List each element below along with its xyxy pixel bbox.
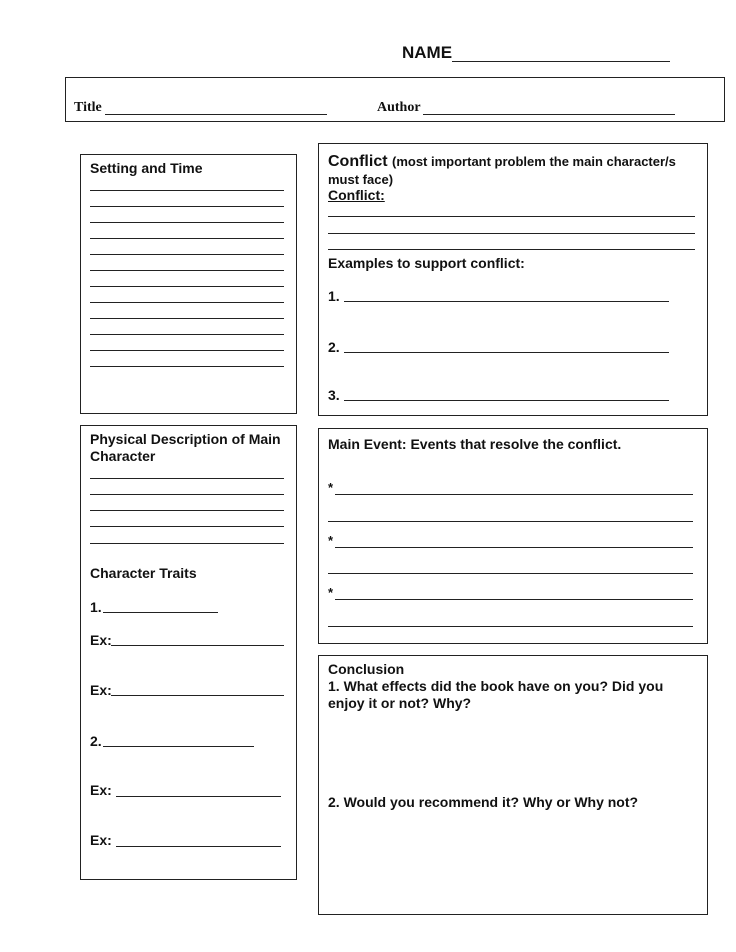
- physical-answer-line[interactable]: [90, 494, 284, 495]
- setting-answer-line[interactable]: [90, 334, 284, 335]
- main-event-answer-line[interactable]: [335, 547, 693, 548]
- main-event-answer-line[interactable]: [328, 521, 693, 522]
- conclusion-answer-area-2[interactable]: [328, 814, 698, 906]
- main-event-answer-line[interactable]: [335, 494, 693, 495]
- main-event-answer-line[interactable]: [328, 626, 693, 627]
- main-event-heading: Main Event: Events that resolve the conflict.: [328, 436, 622, 452]
- trait-1-example-1-label: Ex:: [90, 632, 112, 648]
- trait-2-label: 2.: [90, 733, 102, 749]
- conflict-heading: Conflict: [328, 153, 388, 170]
- conflict-answer-line[interactable]: [328, 216, 695, 217]
- conflict-subheading: Conflict:: [328, 187, 385, 203]
- conflict-heading-row: [328, 153, 676, 171]
- conflict-answer-line[interactable]: [328, 249, 695, 250]
- conflict-example-3-label: 3.: [328, 387, 340, 403]
- trait-1-example-2-line[interactable]: [111, 695, 284, 696]
- setting-answer-line[interactable]: [90, 286, 284, 287]
- conclusion-heading: Conclusion: [328, 661, 405, 677]
- author-answer-line[interactable]: [423, 114, 675, 115]
- character-traits-heading: Character Traits: [90, 565, 197, 581]
- trait-2-example-1-line[interactable]: [116, 796, 281, 797]
- setting-answer-line[interactable]: [90, 238, 284, 239]
- conflict-example-1-line[interactable]: [344, 301, 669, 302]
- main-event-answer-line[interactable]: [335, 599, 693, 600]
- main-event-answer-line[interactable]: [328, 573, 693, 574]
- main-event-bullet: *: [328, 585, 334, 600]
- physical-answer-line[interactable]: [90, 526, 284, 527]
- trait-1-label: 1.: [90, 599, 102, 615]
- setting-answer-line[interactable]: [90, 318, 284, 319]
- setting-answer-line[interactable]: [90, 366, 284, 367]
- conflict-note-line2: must face): [328, 172, 394, 187]
- setting-answer-line[interactable]: [90, 302, 284, 303]
- name-label: NAME: [402, 43, 453, 62]
- conflict-example-2-label: 2.: [328, 339, 340, 355]
- physical-answer-line[interactable]: [90, 543, 284, 544]
- setting-time-heading: Setting and Time: [90, 160, 203, 176]
- main-event-bullet: *: [328, 480, 334, 495]
- setting-time-box: [80, 154, 297, 414]
- setting-answer-line[interactable]: [90, 222, 284, 223]
- conflict-examples-heading: Examples to support conflict:: [328, 255, 525, 271]
- trait-2-example-2-label: Ex:: [90, 832, 112, 848]
- conclusion-answer-area-1[interactable]: [328, 714, 698, 790]
- author-label: Author: [377, 100, 421, 115]
- conclusion-question-1-line2: enjoy it or not? Why?: [328, 695, 472, 711]
- conflict-example-2-line[interactable]: [344, 352, 669, 353]
- title-label: Title: [74, 100, 102, 115]
- setting-answer-line[interactable]: [90, 206, 284, 207]
- name-answer-line[interactable]: [452, 61, 670, 62]
- setting-answer-line[interactable]: [90, 254, 284, 255]
- conclusion-question-2: 2. Would you recommend it? Why or Why not?: [328, 794, 639, 810]
- title-answer-line[interactable]: [105, 114, 327, 115]
- conclusion-question-1-line1: 1. What effects did the book have on you? Did you: [328, 678, 664, 694]
- conflict-answer-line[interactable]: [328, 233, 695, 234]
- conflict-example-1-label: 1.: [328, 288, 340, 304]
- setting-answer-line[interactable]: [90, 190, 284, 191]
- conflict-example-3-line[interactable]: [344, 400, 669, 401]
- trait-1-example-1-line[interactable]: [111, 645, 284, 646]
- main-event-bullet: *: [328, 533, 334, 548]
- setting-answer-line[interactable]: [90, 350, 284, 351]
- physical-answer-line[interactable]: [90, 510, 284, 511]
- physical-description-heading-line2: Character: [90, 448, 156, 464]
- main-event-box: [318, 428, 708, 644]
- conflict-note-line1: (most important problem the main character/s: [392, 154, 676, 169]
- physical-answer-line[interactable]: [90, 478, 284, 479]
- physical-description-heading-line1: Physical Description of Main: [90, 431, 281, 447]
- trait-1-example-2-label: Ex:: [90, 682, 112, 698]
- trait-1-answer-line[interactable]: [103, 612, 218, 613]
- trait-2-answer-line[interactable]: [103, 746, 254, 747]
- setting-answer-line[interactable]: [90, 270, 284, 271]
- trait-2-example-2-line[interactable]: [116, 846, 281, 847]
- trait-2-example-1-label: Ex:: [90, 782, 112, 798]
